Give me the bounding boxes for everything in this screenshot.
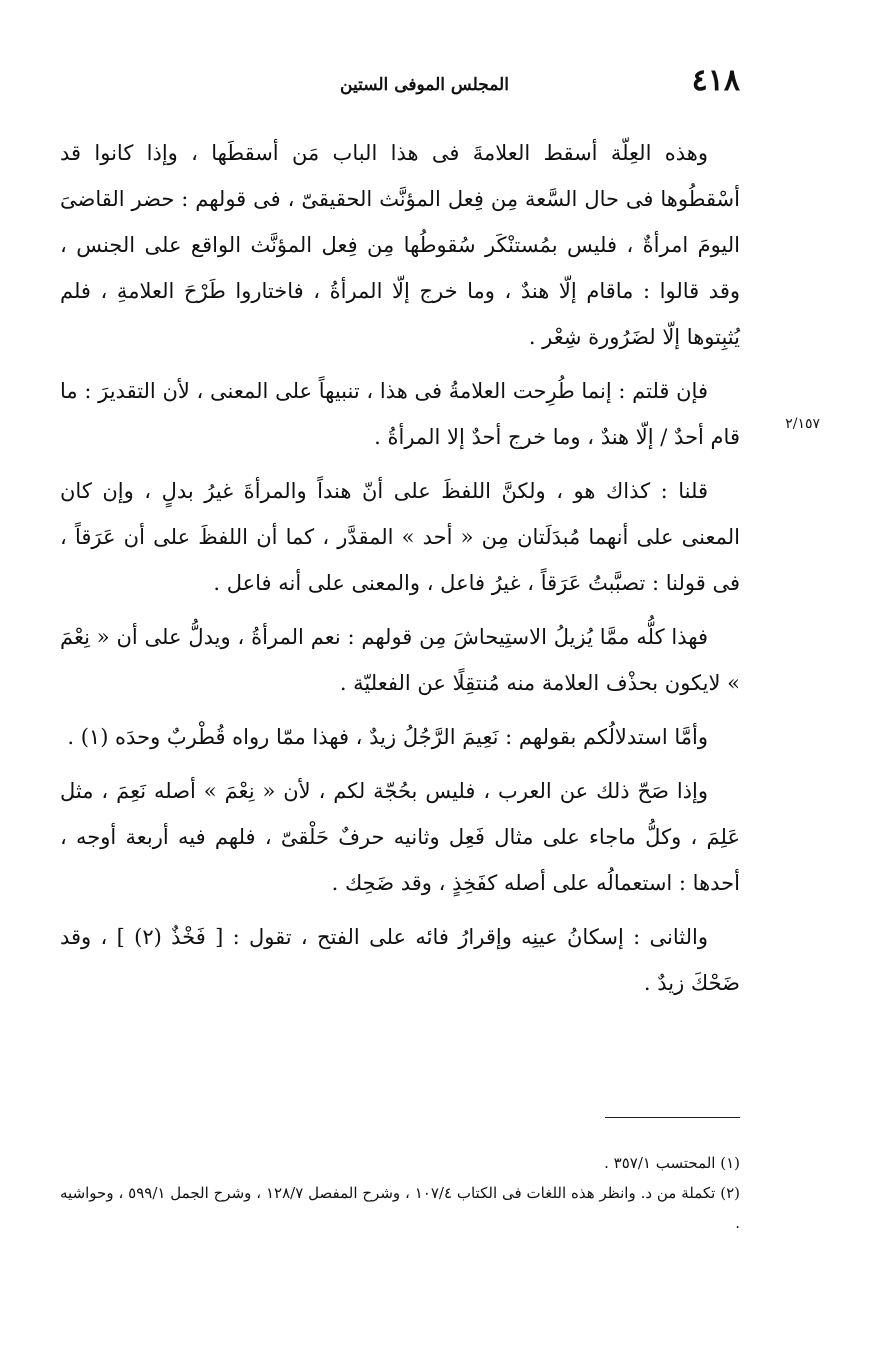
paragraph-4: [60, 614, 740, 706]
main-text: [60, 130, 820, 1014]
footnote-divider: [605, 1117, 740, 1118]
footnote-2: (٢) تكملة من د. وانظر هذه اللغات فى الكتاب ١٠٧/٤ ، وشرح المفصل ١٢٨/٧ ، وشرح الجمل ٥٩٩/١ ، وحواشيه .: [60, 1184, 740, 1232]
footnote-1: (١) المحتسب ٣٥٧/١ .: [604, 1154, 740, 1172]
page-header: [70, 62, 740, 102]
paragraph-7: [60, 914, 740, 1006]
paragraph-text: وإذا صَحّ ذلك عن العرب ، فليس بحُجّة لكم ، لأن « نِعْمَ » أصله نَعِمَ ، مثل عَلِمَ ، وكلُّ ماجاء على مثال فَعِل وثانيه حرفٌ حَلْقىّ ، فلهم فيه أربعة أوجه ، أحدها : استعمالُه على أصله كفَخِذٍ ، وقد ضَحِك .: [60, 779, 740, 895]
paragraph-3: [60, 468, 740, 606]
footnotes: [60, 1148, 740, 1238]
paragraph-text: وهذه العِلّة أسقط العلامةَ فى هذا الباب مَن أسقطَها ، وإذا كانوا قد أسْقطُوها فى حال السَّعة مِن فِعل المؤنَّث الحقيقىّ ، فى قولهم : حضر القاضىَ اليومَ امرأةٌ ، فليس بمُستنْكَر سُقوطُها مِن فِعل المؤنَّث الواقع على الجنس ، وقد قالوا : ماقام إلّا هندٌ ، وما خرج إلّا المرأةُ ، فاختاروا طَرْحَ العلامةِ ، فلم يُثبِتوها إلّا لضَرُورة شِعْر .: [60, 141, 740, 349]
paragraph-text: فهذا كلُّه ممَّا يُزيلُ الاستِيحاشَ مِن قولهم : نعم المرأةُ ، ويدلُّ على أن « نِعْمَ » لايكون بحذْف العلامة منه مُنتقِلًا عن الفعليّة .: [60, 625, 740, 695]
paragraph-6: [60, 768, 740, 906]
margin-reference: ٢/١٥٧: [785, 416, 820, 432]
paragraph-text: والثانى : إسكانُ عينِه وإقرارُ فائه على الفتح ، تقول : [ فَخْذٌ (٢) ] ، وقد ضَحْكَ زيدٌ .: [60, 925, 740, 995]
paragraph-5: [60, 714, 740, 760]
paragraph-2: [60, 368, 820, 460]
paragraph-text: فإن قلتم : إنما طُرِحت العلامةُ فى هذا ، تنبيهاً على المعنى ، لأن التقديرَ : ما قام أحدٌ / إلّا هندٌ ، وما خرج أحدٌ إلا المرأةُ .: [60, 379, 740, 449]
running-title: المجلس الموفى الستين: [340, 75, 509, 95]
paragraph-text: وأمَّا استدلالُكم بقولهم : نَعِيمَ الرَّجُلُ زيدٌ ، فهذا ممّا رواه قُطْربٌ وحدَه (١) .: [67, 725, 708, 749]
paragraph-text: قلنا : كذاك هو ، ولكنَّ اللفظَ على أنّ هنداً والمرأةَ غيرُ بدلٍ ، وإن كان المعنى على أنهما مُبدَلَتان مِن « أحد » المقدَّر ، كما أن اللفظَ على أن عَرَقاً ، فى قولنا : تصبَّبتُ عَرَقاً ، غيرُ فاعل ، والمعنى على أنه فاعل .: [60, 479, 740, 595]
page-number: ٤١٨: [691, 63, 740, 98]
paragraph-1: [60, 130, 740, 360]
